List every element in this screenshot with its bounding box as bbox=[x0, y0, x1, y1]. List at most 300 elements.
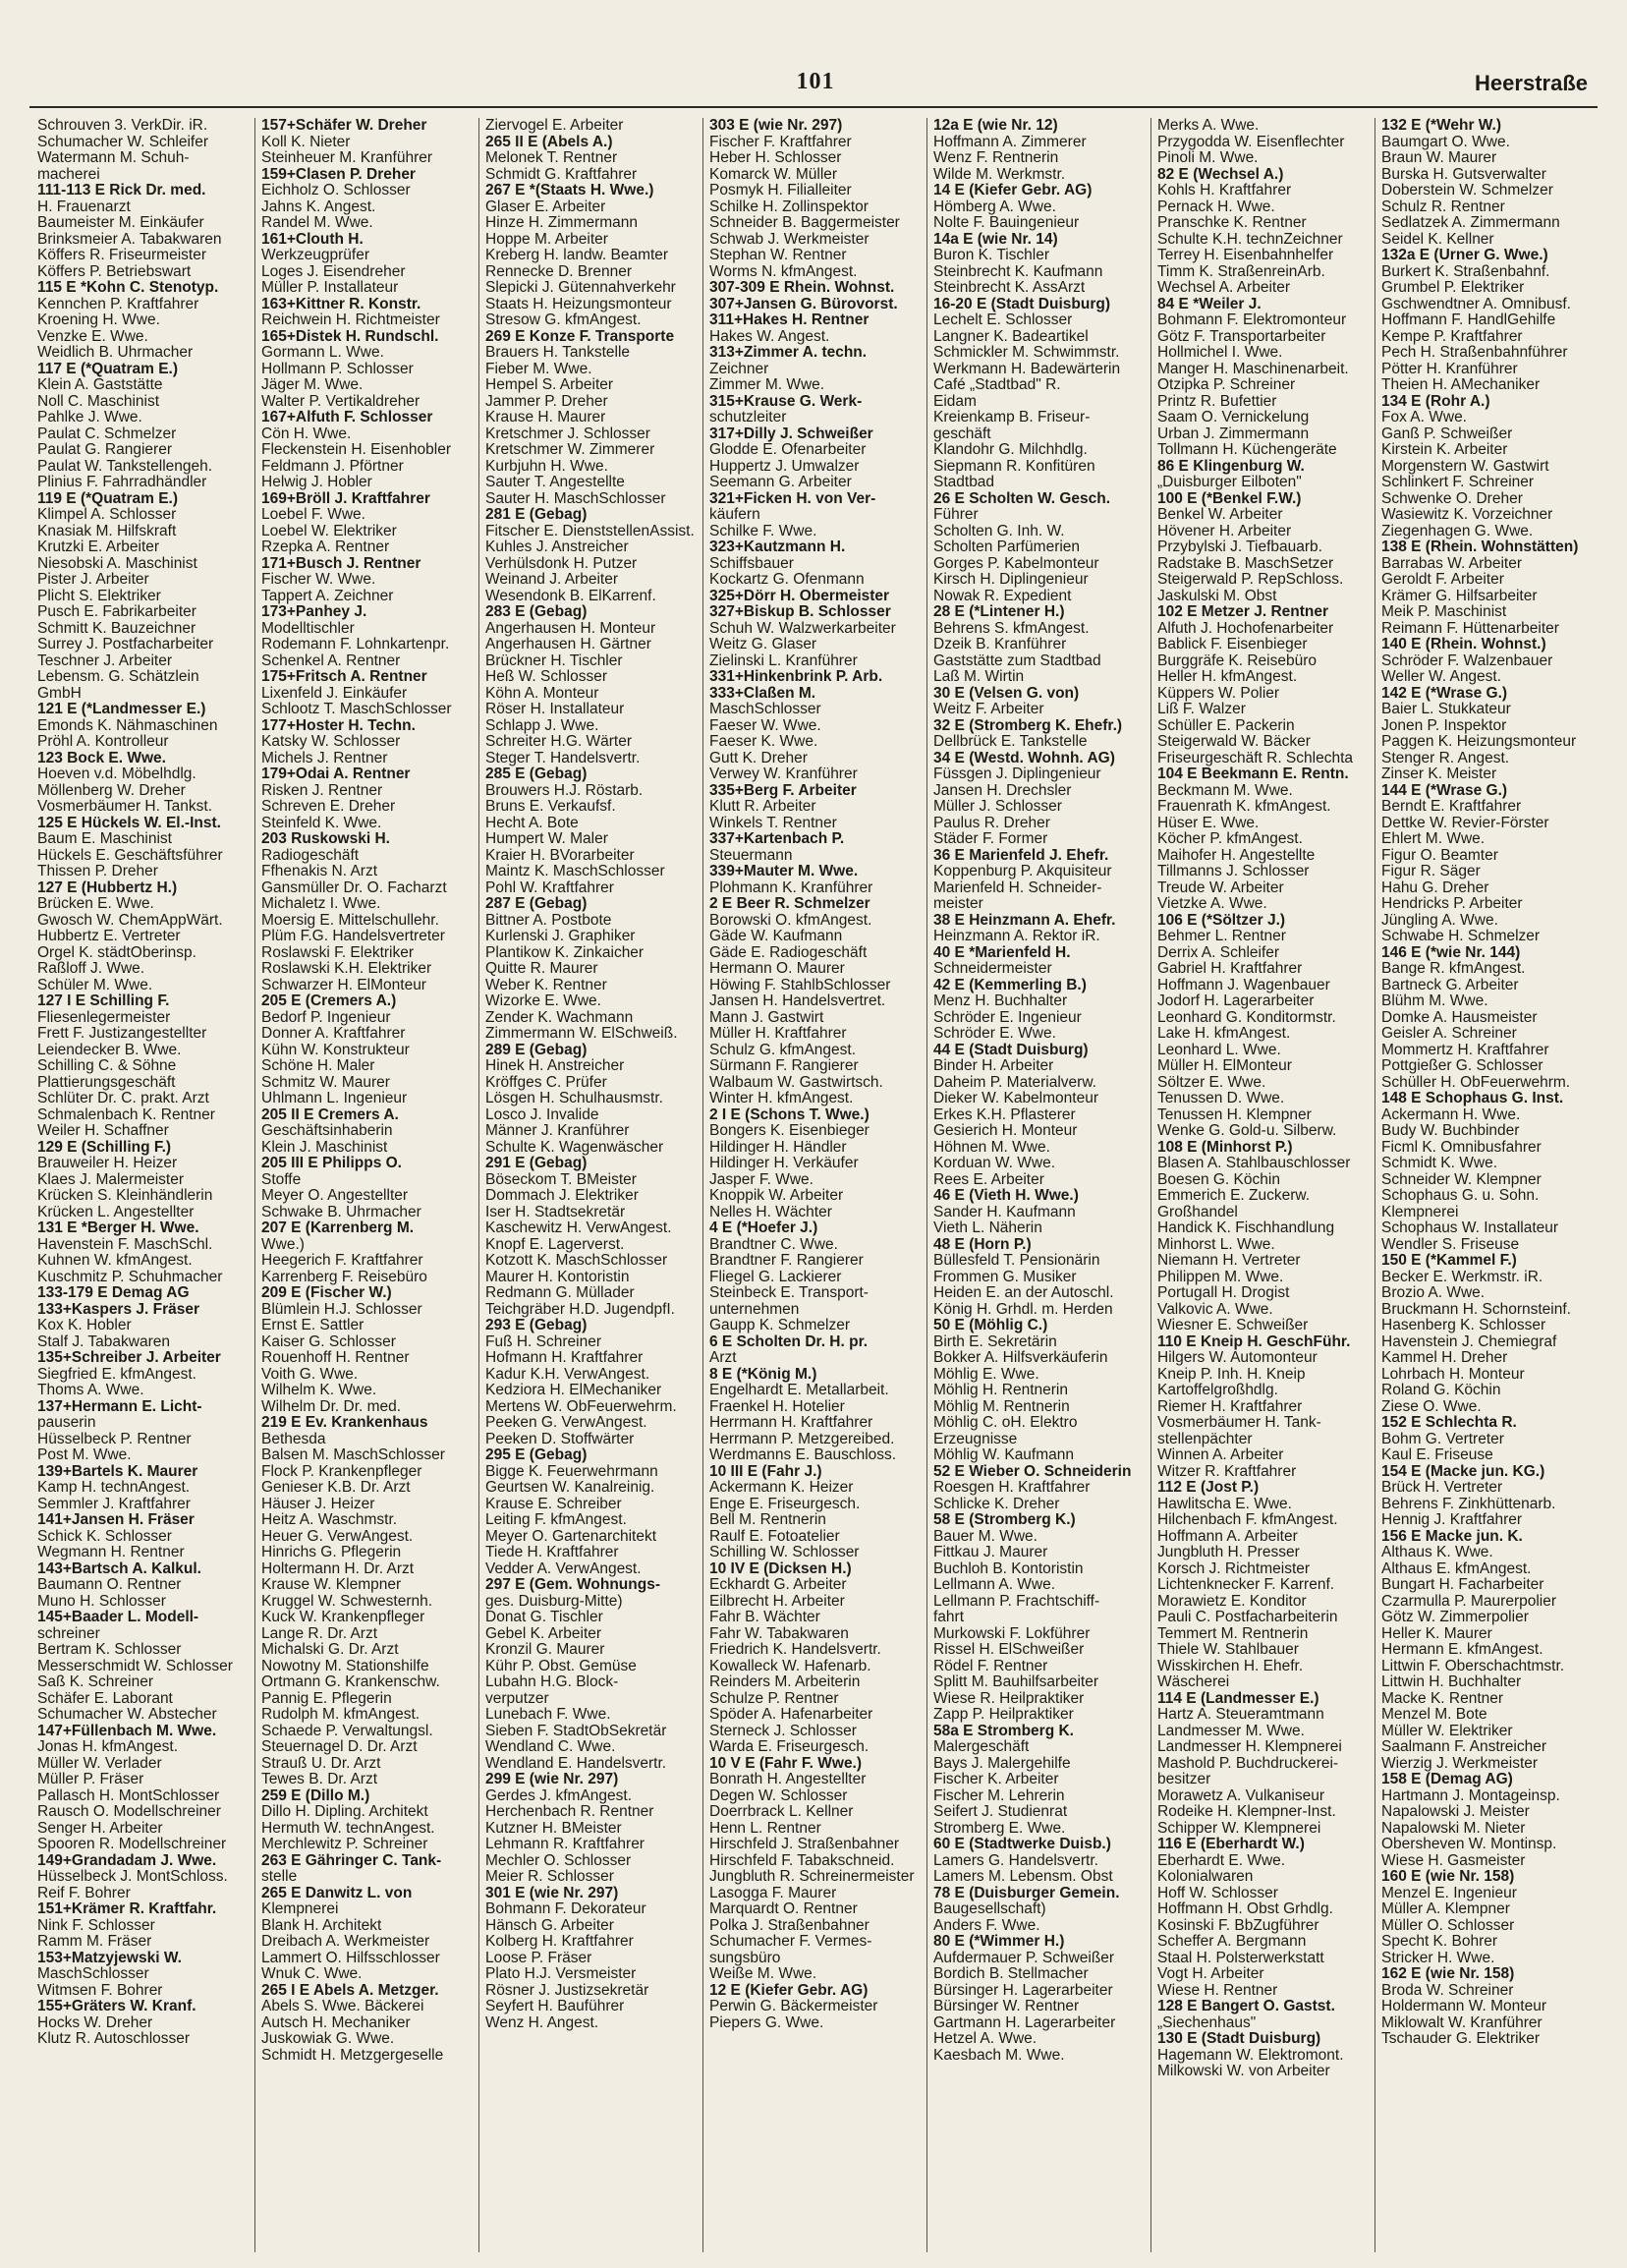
resident-entry: Klein A. Gaststätte bbox=[37, 377, 163, 393]
resident-entry: Reinders M. Arbeiterin bbox=[709, 1674, 861, 1690]
running-head-street: Heerstraße bbox=[1475, 71, 1588, 95]
resident-entry: Kruggel W. Schwesternh. bbox=[261, 1593, 433, 1610]
resident-entry: Fahr W. Tabakwaren bbox=[709, 1625, 849, 1642]
resident-entry: Althaus E. kfmAngest. bbox=[1381, 1560, 1532, 1577]
resident-entry: Rödel F. Rentner bbox=[933, 1658, 1048, 1674]
resident-entry: Walter P. Vertikaldreher bbox=[261, 393, 421, 410]
resident-entry: Jüngling A. Wwe. bbox=[1381, 912, 1498, 929]
resident-entry: Jonas H. kfmAngest. bbox=[37, 1739, 179, 1755]
resident-entry: Benkel W. Arbeiter bbox=[1157, 507, 1283, 523]
resident-entry: Littwin F. Oberschachtmstr. bbox=[1381, 1658, 1565, 1674]
house-number-entry: 26 E Scholten W. Gesch. bbox=[933, 490, 1111, 507]
resident-entry: Hecht A. Bote bbox=[485, 815, 579, 831]
resident-entry: Wenz F. Rentnerin bbox=[933, 150, 1059, 166]
resident-entry: Gorges P. Kabelmonteur bbox=[933, 555, 1099, 572]
resident-entry: Geisler A. Schreiner bbox=[1381, 1026, 1517, 1042]
resident-entry: schreiner bbox=[37, 1625, 100, 1642]
resident-entry: Angerhausen H. Gärtner bbox=[485, 637, 651, 652]
resident-entry: stelle bbox=[261, 1869, 298, 1885]
resident-entry: Venzke E. Wwe. bbox=[37, 328, 148, 345]
resident-entry: Pröhl A. Kontrolleur bbox=[37, 734, 169, 750]
resident-entry: Hänsch G. Arbeiter bbox=[485, 1917, 614, 1934]
resident-entry: Lunebach F. Wwe. bbox=[485, 1707, 611, 1723]
resident-entry: Hofmann H. Kraftfahrer bbox=[485, 1350, 644, 1366]
resident-entry: Kolberg H. Kraftfahrer bbox=[485, 1934, 634, 1950]
resident-entry: Stoffe bbox=[261, 1171, 302, 1188]
resident-entry: Stephan W. Rentner bbox=[709, 248, 847, 263]
resident-entry: Kronzil G. Maurer bbox=[485, 1642, 605, 1658]
resident-entry: meister bbox=[933, 896, 983, 912]
resident-entry: Kirsch H. Diplingenieur bbox=[933, 572, 1089, 588]
resident-entry: Engelhardt E. Metallarbeit. bbox=[709, 1383, 889, 1398]
resident-entry: Städer F. Former bbox=[933, 831, 1048, 847]
resident-entry: Bauer M. Wwe. bbox=[933, 1528, 1038, 1545]
resident-entry: Weidlich B. Uhrmacher bbox=[37, 345, 194, 361]
resident-entry: Brücken E. Wwe. bbox=[37, 896, 154, 912]
resident-entry: Tollmann H. Küchengeräte bbox=[1157, 442, 1337, 458]
resident-entry: Rausch O. Modellschreiner bbox=[37, 1804, 221, 1820]
resident-entry: Genieser K.B. Dr. Arzt bbox=[261, 1480, 411, 1496]
resident-entry: Bablick F. Eisenbieger bbox=[1157, 637, 1308, 652]
resident-entry: Pusch E. Fabrikarbeiter bbox=[37, 604, 196, 620]
resident-entry: Baier L. Stukkateur bbox=[1381, 702, 1511, 717]
resident-entry: Sauter T. Angestellte bbox=[485, 475, 625, 490]
directory-column bbox=[703, 118, 927, 2252]
resident-entry: Schlootz T. MaschSchlosser bbox=[261, 702, 452, 717]
resident-entry: Lellmann A. Wwe. bbox=[933, 1577, 1056, 1593]
resident-entry: Thoms A. Wwe. bbox=[37, 1383, 144, 1398]
house-number-entry: 128 E Bangert O. Gastst. bbox=[1157, 1999, 1335, 2014]
resident-entry: Kurbjuhn H. Wwe. bbox=[485, 458, 608, 475]
resident-entry: Maurer H. Kontoristin bbox=[485, 1269, 630, 1285]
resident-entry: Nelles H. Wächter bbox=[709, 1204, 832, 1220]
resident-entry: Kennchen P. Kraftfahrer bbox=[37, 296, 199, 312]
resident-entry: Kox K. Hobler bbox=[37, 1318, 132, 1333]
resident-entry: Terrey H. Eisenbahnhelfer bbox=[1157, 248, 1334, 263]
resident-entry: Hakes W. Angest. bbox=[709, 328, 830, 345]
resident-entry: Polka J. Straßenbahner bbox=[709, 1917, 870, 1934]
resident-entry: Murkowski F. Lokführer bbox=[933, 1625, 1091, 1642]
resident-entry: Kuschmitz P. Schuhmacher bbox=[37, 1269, 223, 1285]
resident-entry: Klaes J. Malermeister bbox=[37, 1171, 185, 1188]
resident-entry: Schröder E. Ingenieur bbox=[933, 1009, 1082, 1026]
house-number-entry: 327+Biskup B. Schlosser bbox=[709, 604, 891, 620]
house-number-entry: 219 E Ev. Krankenhaus bbox=[261, 1415, 428, 1431]
resident-entry: Steigerwald W. Bäcker bbox=[1157, 734, 1311, 750]
resident-entry: Degen W. Schlosser bbox=[709, 1787, 848, 1804]
house-number-entry: 111-113 E Rick Dr. med. bbox=[37, 183, 206, 198]
resident-entry: Knoppik W. Arbeiter bbox=[709, 1188, 844, 1204]
house-number-entry: 313+Zimmer A. techn. bbox=[709, 345, 868, 361]
resident-entry: Lamers M. Lebensm. Obst bbox=[933, 1869, 1113, 1885]
resident-entry: Merks A. Wwe. bbox=[1157, 118, 1260, 134]
house-number-entry: 291 E (Gebag) bbox=[485, 1156, 588, 1171]
resident-entry: Leonhard L. Wwe. bbox=[1157, 1042, 1281, 1058]
resident-entry: Rösner J. Justizsekretär bbox=[485, 1982, 649, 1999]
resident-entry: Splitt M. Bauhilfsarbeiter bbox=[933, 1674, 1098, 1690]
resident-entry: Walbaum W. Gastwirtsch. bbox=[709, 1074, 883, 1091]
resident-entry: GmbH bbox=[37, 685, 82, 702]
resident-entry: Wiese H. Gasmeister bbox=[1381, 1852, 1526, 1869]
resident-entry: Schulz R. Rentner bbox=[1381, 198, 1505, 215]
resident-entry: unternehmen bbox=[709, 1301, 800, 1318]
house-number-entry: 110 E Kneip H. GeschFühr. bbox=[1157, 1333, 1351, 1350]
resident-entry: Herrmann H. Kraftfahrer bbox=[709, 1415, 873, 1431]
house-number-entry: 2 I E (Schons T. Wwe.) bbox=[709, 1106, 870, 1123]
resident-entry: Jungbluth R. Schreinermeister bbox=[709, 1869, 915, 1885]
resident-entry: Schilling C. & Söhne bbox=[37, 1058, 177, 1074]
resident-entry: Bordich B. Stellmacher bbox=[933, 1966, 1089, 1982]
resident-entry: Leonhard G. Konditormstr. bbox=[1157, 1009, 1336, 1026]
house-number-entry: 10 III E (Fahr J.) bbox=[709, 1463, 822, 1480]
house-number-entry: 12a E (wie Nr. 12) bbox=[933, 118, 1058, 134]
resident-entry: Rees E. Arbeiter bbox=[933, 1171, 1044, 1188]
resident-entry: Möhlig W. Kaufmann bbox=[933, 1447, 1075, 1463]
resident-entry: Wiese H. Rentner bbox=[1157, 1982, 1278, 1999]
resident-entry: Daheim P. Materialverw. bbox=[933, 1074, 1096, 1091]
resident-entry: Valkovic A. Wwe. bbox=[1157, 1301, 1273, 1318]
resident-entry: Pernack H. Wwe. bbox=[1157, 198, 1275, 215]
house-number-entry: 149+Grandadam J. Wwe. bbox=[37, 1852, 217, 1869]
resident-entry: Schlüter Dr. C. prakt. Arzt bbox=[37, 1091, 209, 1106]
resident-entry: Nowotny M. Stationshilfe bbox=[261, 1658, 429, 1674]
house-number-entry: 58 E (Stromberg K.) bbox=[933, 1512, 1076, 1528]
resident-entry: Piepers G. Wwe. bbox=[709, 2014, 824, 2031]
resident-entry: Worms N. kfmAngest. bbox=[709, 263, 858, 280]
house-number-entry: 138 E (Rhein. Wohnstätten) bbox=[1381, 539, 1579, 555]
resident-entry: Jonen P. Inspektor bbox=[1381, 717, 1507, 734]
resident-entry: Donat G. Tischler bbox=[485, 1610, 603, 1625]
resident-entry: Paggen K. Heizungsmonteur bbox=[1381, 734, 1577, 750]
resident-entry: Hövener H. Arbeiter bbox=[1157, 523, 1292, 539]
house-number-entry: 303 E (wie Nr. 297) bbox=[709, 118, 843, 134]
resident-entry: Seyfert H. Bauführer bbox=[485, 1999, 625, 2014]
resident-entry: Brauweiler H. Heizer bbox=[37, 1156, 178, 1171]
resident-entry: Merchlewitz P. Schreiner bbox=[261, 1837, 428, 1852]
resident-entry: Höwing F. StahlbSchlosser bbox=[709, 977, 891, 993]
resident-entry: Sander H. Kaufmann bbox=[933, 1204, 1076, 1220]
resident-entry: Barrabas W. Arbeiter bbox=[1381, 555, 1523, 572]
resident-entry: Juskowiak G. Wwe. bbox=[261, 2031, 395, 2047]
resident-entry: Hetzel A. Wwe. bbox=[933, 2031, 1038, 2047]
resident-entry: Häuser J. Heizer bbox=[261, 1496, 375, 1512]
resident-entry: Wierzig J. Werkmeister bbox=[1381, 1755, 1539, 1772]
house-number-entry: 143+Bartsch A. Kalkul. bbox=[37, 1560, 201, 1577]
resident-entry: Hoffmann F. HandlGehilfe bbox=[1381, 312, 1556, 328]
resident-entry: Abels S. Wwe. Bäckerei bbox=[261, 1999, 424, 2014]
house-number-entry: 4 E (*Hoefer J.) bbox=[709, 1220, 818, 1236]
resident-entry: Stresow G. kfmAngest. bbox=[485, 312, 642, 328]
resident-entry: Risken J. Rentner bbox=[261, 782, 383, 799]
resident-entry: Zimmermann W. ElSchweiß. bbox=[485, 1026, 678, 1042]
resident-entry: Schilke H. Zollinspektor bbox=[709, 198, 869, 215]
resident-entry: Hirschfeld J. Straßenbahner bbox=[709, 1837, 899, 1852]
resident-entry: Heuer G. VerwAngest. bbox=[261, 1528, 414, 1545]
resident-entry: Ziervogel E. Arbeiter bbox=[485, 118, 624, 134]
resident-entry: Schäfer E. Laborant bbox=[37, 1690, 173, 1707]
house-number-entry: 152 E Schlechta R. bbox=[1381, 1415, 1517, 1431]
resident-entry: Witmsen F. Bohrer bbox=[37, 1982, 163, 1999]
resident-entry: Jansen H. Handelsvertret. bbox=[709, 993, 886, 1009]
resident-entry: macherei bbox=[37, 166, 100, 183]
resident-entry: Malergeschäft bbox=[933, 1739, 1030, 1755]
resident-entry: Anders F. Wwe. bbox=[933, 1917, 1040, 1934]
resident-entry: Pranschke K. Rentner bbox=[1157, 215, 1307, 231]
resident-entry: Gäde W. Kaufmann bbox=[709, 929, 843, 944]
resident-entry: Paulat W. Tankstellengeh. bbox=[37, 458, 213, 475]
house-number-entry: 153+Matzyjewski W. bbox=[37, 1950, 182, 1966]
resident-entry: Pottgießer G. Schlosser bbox=[1381, 1058, 1543, 1074]
resident-entry: Werkmann H. Badewärterin bbox=[933, 361, 1121, 377]
resident-entry: Milkowski W. von Arbeiter bbox=[1157, 2064, 1330, 2079]
resident-entry: Führer bbox=[933, 507, 979, 523]
resident-entry: Schlinkert F. Schreiner bbox=[1381, 475, 1535, 490]
resident-entry: Erzeugnisse bbox=[933, 1431, 1018, 1447]
resident-entry: Wilhelm K. Wwe. bbox=[261, 1383, 377, 1398]
resident-entry: Schmalenbach K. Rentner bbox=[37, 1106, 215, 1123]
resident-entry: Hahu G. Dreher bbox=[1381, 879, 1489, 896]
resident-entry: Arzt bbox=[709, 1350, 737, 1366]
resident-entry: Zapp P. Heilpraktiker bbox=[933, 1707, 1074, 1723]
resident-entry: Wwe.) bbox=[261, 1236, 305, 1253]
resident-entry: Plohmann K. Kranführer bbox=[709, 879, 873, 896]
resident-entry: Weitz F. Arbeiter bbox=[933, 702, 1044, 717]
resident-entry: Frauenrath K. kfmAngest. bbox=[1157, 799, 1331, 815]
resident-entry: Czarmulla P. Maurerpolier bbox=[1381, 1593, 1557, 1610]
resident-entry: Becker E. Werkmstr. iR. bbox=[1381, 1269, 1543, 1285]
resident-entry: Havenstein F. MaschSchl. bbox=[37, 1236, 213, 1253]
resident-entry: Schneidermeister bbox=[933, 961, 1052, 977]
resident-entry: Ramm M. Fräser bbox=[37, 1934, 152, 1950]
resident-entry: Emonds K. Nähmaschinen bbox=[37, 717, 218, 734]
house-number-entry: 205 II E Cremers A. bbox=[261, 1106, 399, 1123]
house-number-entry: 127 E (Hubbertz H.) bbox=[37, 879, 178, 896]
resident-entry: Behmer L. Rentner bbox=[1157, 929, 1286, 944]
house-number-entry: 148 E Schophaus G. Inst. bbox=[1381, 1091, 1564, 1106]
house-number-entry: 8 E (*König M.) bbox=[709, 1366, 817, 1383]
resident-entry: Loges J. Eisendreher bbox=[261, 263, 406, 280]
resident-entry: Wenz H. Angest. bbox=[485, 2014, 599, 2031]
resident-entry: Dellbrück E. Tankstelle bbox=[933, 734, 1088, 750]
resident-entry: Strauß U. Dr. Arzt bbox=[261, 1755, 381, 1772]
resident-entry: Klutt R. Arbeiter bbox=[709, 799, 816, 815]
resident-entry: Köffers P. Betriebswart bbox=[37, 263, 192, 280]
resident-entry: Kuck W. Krankenpfleger bbox=[261, 1610, 425, 1625]
resident-entry: Miklowalt W. Kranführer bbox=[1381, 2014, 1543, 2031]
resident-entry: Schöne H. Maler bbox=[261, 1058, 375, 1074]
resident-entry: Autsch H. Mechaniker bbox=[261, 2014, 411, 2031]
resident-entry: Götz W. Zimmerpolier bbox=[1381, 1610, 1529, 1625]
resident-entry: Bange R. kfmAngest. bbox=[1381, 961, 1526, 977]
resident-entry: Marienfeld H. Schneider- bbox=[933, 879, 1102, 896]
resident-entry: Uhlmann L. Ingenieur bbox=[261, 1091, 408, 1106]
house-number-entry: 145+Baader L. Modell- bbox=[37, 1610, 199, 1625]
resident-entry: Röser H. Installateur bbox=[485, 702, 625, 717]
resident-entry: Posmyk H. Filialleiter bbox=[709, 183, 852, 198]
directory-column bbox=[1375, 118, 1599, 2252]
resident-entry: Kuhles J. Anstreicher bbox=[485, 539, 629, 555]
resident-entry: Orgel K. städtOberinsp. bbox=[37, 944, 196, 961]
resident-entry: Leiendecker B. Wwe. bbox=[37, 1042, 182, 1058]
house-number-entry: 139+Bartels K. Maurer bbox=[37, 1463, 198, 1480]
house-number-entry: 265 E Danwitz L. von bbox=[261, 1885, 413, 1901]
house-number-entry: 46 E (Vieth H. Wwe.) bbox=[933, 1188, 1079, 1204]
house-number-entry: 42 E (Kemmerling B.) bbox=[933, 977, 1087, 993]
resident-entry: Männer J. Kranführer bbox=[485, 1123, 630, 1139]
resident-entry: pauserin bbox=[37, 1415, 96, 1431]
resident-entry: Stromberg E. Wwe. bbox=[933, 1820, 1066, 1837]
resident-entry: Vosmerbäumer H. Tank- bbox=[1157, 1415, 1321, 1431]
resident-entry: Kraier H. BVorarbeiter bbox=[485, 847, 635, 864]
resident-entry: Hoeven v.d. Möbelhdlg. bbox=[37, 766, 196, 782]
resident-entry: Hoffmann H. Obst Grhdlg. bbox=[1157, 1901, 1333, 1917]
resident-entry: Kotzott K. MaschSchlosser bbox=[485, 1253, 668, 1269]
resident-entry: Feldmann J. Pförtner bbox=[261, 458, 404, 475]
resident-entry: Kretschmer W. Zimmerer bbox=[485, 442, 655, 458]
resident-entry: Plicht S. Elektriker bbox=[37, 588, 161, 604]
resident-entry: Bigge K. Feuerwehrmann bbox=[485, 1463, 658, 1480]
resident-entry: Höhnen M. Wwe. bbox=[933, 1139, 1050, 1156]
resident-entry: Michaletz I. Wwe. bbox=[261, 896, 381, 912]
resident-entry: Kosinski F. BbZugführer bbox=[1157, 1917, 1319, 1934]
house-number-entry: 84 E *Weiler J. bbox=[1157, 296, 1262, 312]
resident-entry: Tiede H. Kraftfahrer bbox=[485, 1545, 619, 1560]
resident-entry: Heller K. Maurer bbox=[1381, 1625, 1492, 1642]
resident-entry: Ortmann G. Krankenschw. bbox=[261, 1674, 440, 1690]
resident-entry: Hildinger H. Verkäufer bbox=[709, 1156, 859, 1171]
house-number-entry: 331+Hinkenbrink P. Arb. bbox=[709, 669, 883, 685]
resident-entry: Paulat C. Schmelzer bbox=[37, 425, 177, 442]
house-number-entry: 116 E (Eberhardt W.) bbox=[1157, 1837, 1305, 1852]
house-number-entry: 150 E (*Kammel F.) bbox=[1381, 1253, 1517, 1269]
resident-entry: Frommen G. Musiker bbox=[933, 1269, 1077, 1285]
resident-entry: Korsch J. Richtmeister bbox=[1157, 1560, 1311, 1577]
resident-entry: Warda E. Friseurgesch. bbox=[709, 1739, 870, 1755]
resident-entry: Bethesda bbox=[261, 1431, 326, 1447]
house-number-entry: 36 E Marienfeld J. Ehefr. bbox=[933, 847, 1109, 864]
resident-entry: Jodorf H. Lagerarbeiter bbox=[1157, 993, 1315, 1009]
house-number-entry: 106 E (*Söltzer J.) bbox=[1157, 912, 1286, 929]
resident-entry: Przygodda W. Eisenflechter bbox=[1157, 134, 1345, 150]
resident-entry: Post M. Wwe. bbox=[37, 1447, 132, 1463]
house-number-entry: 333+Claßen M. bbox=[709, 685, 816, 702]
resident-entry: Möllenberg W. Dreher bbox=[37, 782, 186, 799]
directory-column bbox=[255, 118, 479, 2252]
resident-entry: Söltzer E. Wwe. bbox=[1157, 1074, 1266, 1091]
resident-entry: Eidam bbox=[933, 393, 977, 410]
resident-entry: Zinser K. Meister bbox=[1381, 766, 1497, 782]
resident-entry: Fischer W. Wwe. bbox=[261, 572, 376, 588]
resident-entry: Krücken L. Angestellter bbox=[37, 1204, 195, 1220]
house-number-entry: 100 E (*Benkel F.W.) bbox=[1157, 490, 1302, 507]
resident-entry: Langner K. Badeartikel bbox=[933, 328, 1089, 345]
resident-entry: Niesobski A. Maschinist bbox=[37, 555, 197, 572]
house-number-entry: 207 E (Karrenberg M. bbox=[261, 1220, 415, 1236]
page-number: 101 bbox=[796, 69, 835, 94]
resident-entry: Henn L. Rentner bbox=[709, 1820, 821, 1837]
resident-entry: Sauter H. MaschSchlosser bbox=[485, 490, 666, 507]
house-number-entry: 157+Schäfer W. Dreher bbox=[261, 118, 427, 134]
resident-entry: Figur O. Beamter bbox=[1381, 847, 1498, 864]
resident-entry: Pahlke J. Wwe. bbox=[37, 410, 142, 425]
resident-entry: Pötter H. Kranführer bbox=[1381, 361, 1518, 377]
house-number-entry: 321+Ficken H. von Ver- bbox=[709, 490, 876, 507]
house-number-entry: 307+Jansen G. Bürovorst. bbox=[709, 296, 898, 312]
resident-entry: Humpert W. Maler bbox=[485, 831, 608, 847]
resident-entry: Hocks W. Dreher bbox=[37, 2014, 153, 2031]
resident-entry: Menzel E. Ingenieur bbox=[1381, 1885, 1517, 1901]
resident-entry: Treude W. Arbeiter bbox=[1157, 879, 1284, 896]
resident-entry: Gormann L. Wwe. bbox=[261, 345, 384, 361]
house-number-entry: 108 E (Minhorst P.) bbox=[1157, 1139, 1293, 1156]
resident-entry: Rissel H. ElSchweißer bbox=[933, 1642, 1085, 1658]
house-number-entry: 171+Busch J. Rentner bbox=[261, 555, 421, 572]
house-number-entry: 173+Panhey J. bbox=[261, 604, 367, 620]
resident-entry: Klempnerei bbox=[1381, 1204, 1459, 1220]
resident-entry: Niemann H. Vertreter bbox=[1157, 1253, 1301, 1269]
resident-entry: Schmidt K. Wwe. bbox=[1381, 1156, 1497, 1171]
resident-entry: Scholten G. Inh. W. bbox=[933, 523, 1065, 539]
resident-entry: Donner A. Kraftfahrer bbox=[261, 1026, 406, 1042]
resident-entry: Reif F. Bohrer bbox=[37, 1885, 131, 1901]
resident-entry: Klempnerei bbox=[261, 1901, 339, 1917]
resident-entry: Landmesser H. Klempnerei bbox=[1157, 1739, 1342, 1755]
resident-entry: Geschäftsinhaberin bbox=[261, 1123, 393, 1139]
resident-entry: Hempel S. Arbeiter bbox=[485, 377, 614, 393]
resident-entry: Steinfeld K. Wwe. bbox=[261, 815, 382, 831]
resident-entry: Friseurgeschäft R. Schlechta bbox=[1157, 750, 1354, 766]
resident-entry: Fleckenstein H. Eisenhobler bbox=[261, 442, 451, 458]
resident-entry: Pallasch H. MontSchlosser bbox=[37, 1787, 220, 1804]
resident-entry: Dommach J. Elektriker bbox=[485, 1188, 639, 1204]
resident-entry: Hermuth W. technAngest. bbox=[261, 1820, 435, 1837]
house-number-entry: 155+Gräters W. Kranf. bbox=[37, 1999, 196, 2014]
resident-entry: Blank H. Architekt bbox=[261, 1917, 382, 1934]
resident-entry: Gutt K. Dreher bbox=[709, 750, 808, 766]
resident-entry: Schiffsbauer bbox=[709, 555, 794, 572]
resident-entry: Noll C. Maschinist bbox=[37, 393, 160, 410]
resident-entry: Holdermann W. Monteur bbox=[1381, 1999, 1546, 2014]
resident-entry: Roslawski K.H. Elektriker bbox=[261, 961, 432, 977]
resident-entry: Pinoli M. Wwe. bbox=[1157, 150, 1259, 166]
resident-entry: Hubbertz E. Vertreter bbox=[37, 929, 181, 944]
resident-entry: Schröder F. Walzenbauer bbox=[1381, 652, 1553, 669]
resident-entry: Mashold P. Buchdruckerei- bbox=[1157, 1755, 1339, 1772]
resident-entry: Schumacher F. Vermes- bbox=[709, 1934, 872, 1950]
resident-entry: Müller A. Klempner bbox=[1381, 1901, 1510, 1917]
resident-entry: Hoffmann J. Wagenbauer bbox=[1157, 977, 1330, 993]
resident-entry: Steigerwald P. RepSchloss. bbox=[1157, 572, 1344, 588]
directory-columns bbox=[31, 118, 1599, 2252]
house-number-entry: 137+Hermann E. Licht- bbox=[37, 1398, 202, 1415]
resident-entry: Brückner H. Tischler bbox=[485, 652, 623, 669]
house-number-entry: 44 E (Stadt Duisburg) bbox=[933, 1042, 1089, 1058]
resident-entry: Lohrbach H. Monteur bbox=[1381, 1366, 1525, 1383]
resident-entry: Kaschewitz H. VerwAngest. bbox=[485, 1220, 672, 1236]
resident-entry: König H. Grhdl. m. Herden bbox=[933, 1301, 1113, 1318]
resident-entry: Schneider W. Klempner bbox=[1381, 1171, 1542, 1188]
resident-entry: Timm K. StraßenreinArb. bbox=[1157, 263, 1325, 280]
house-number-entry: 58a E Stromberg K. bbox=[933, 1723, 1074, 1739]
resident-entry: Minhorst L. Wwe. bbox=[1157, 1236, 1275, 1253]
resident-entry: Fliegel G. Lackierer bbox=[709, 1269, 842, 1285]
house-number-entry: 325+Dörr H. Obermeister bbox=[709, 588, 890, 604]
resident-entry: Müller P. Installateur bbox=[261, 280, 399, 296]
house-number-entry: 102 E Metzer J. Rentner bbox=[1157, 604, 1329, 620]
resident-entry: Alfuth J. Hochofenarbeiter bbox=[1157, 620, 1334, 637]
resident-entry: Schrouven 3. VerkDir. iR. bbox=[37, 118, 208, 134]
resident-entry: Perwin G. Bäckermeister bbox=[709, 1999, 878, 2014]
